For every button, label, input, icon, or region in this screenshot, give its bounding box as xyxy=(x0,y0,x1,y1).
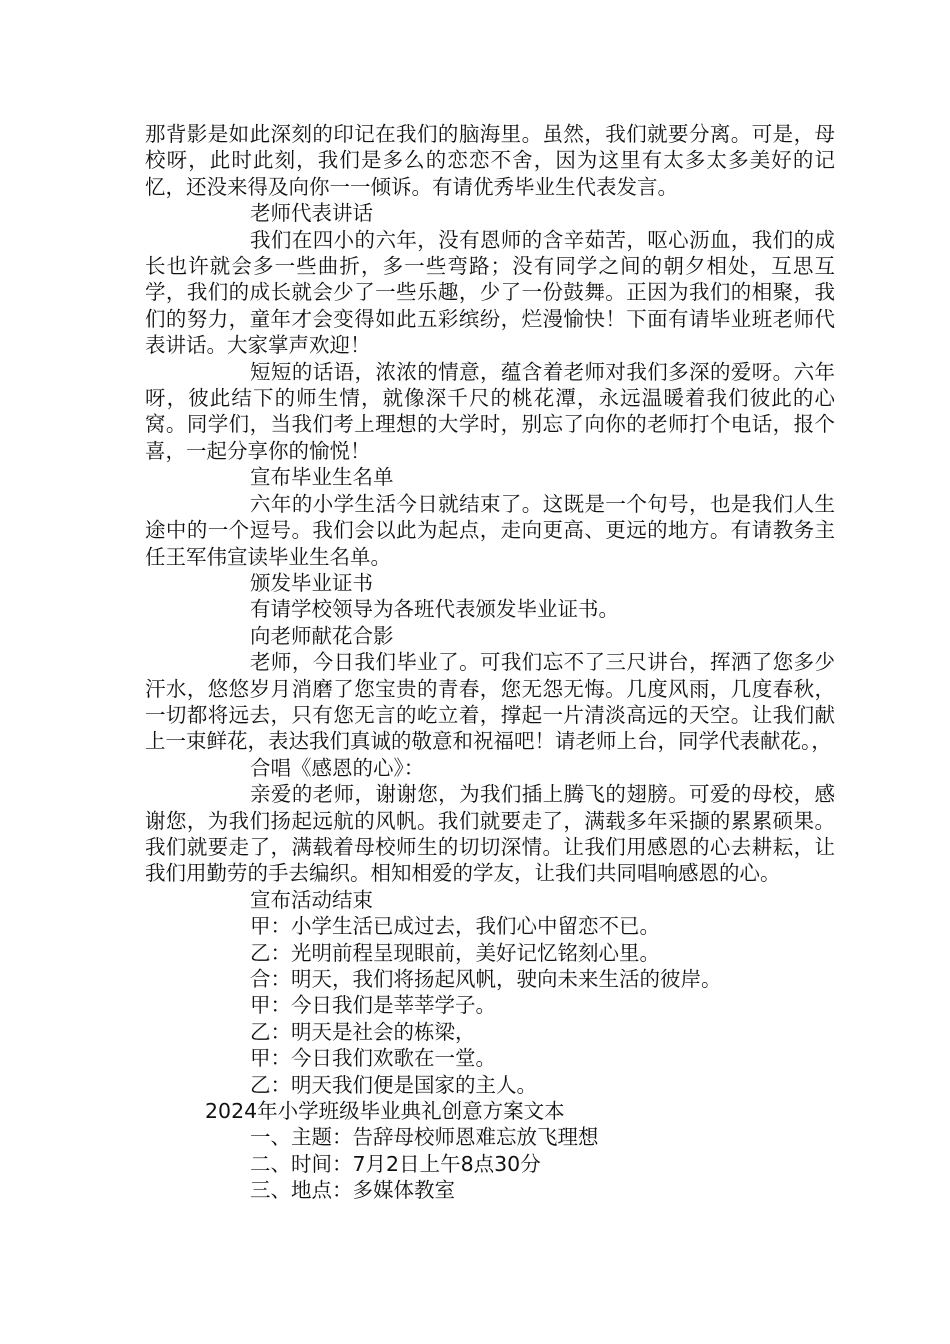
dialogue-line: 乙：明天我们便是国家的主人。 xyxy=(250,1072,537,1097)
body-paragraph: 那背影是如此深刻的印记在我们的脑海里。虽然，我们就要分离。可是，母校呀，此时此刻，我们是多么的恋恋不舍，因为这里有太多太多美好的记忆，还没来得及向你一一倾诉。有请优秀毕业生代表发言。 xyxy=(145,122,835,199)
body-paragraph: 亲爱的老师，谢谢您，为我们插上腾飞的翅膀。可爱的母校，感谢您，为我们扬起远航的风帆。我们就要走了，满载多年采撷的累累硕果。我们就要走了，满载着母校师生的切切深情。让我们用感恩的心去耕耘，让我们用勤劳的手去编织。相知相爱的学友，让我们共同唱响感恩的心。 xyxy=(145,782,835,886)
dialogue-line: 合：明天，我们将扬起风帆，驶向未来生活的彼岸。 xyxy=(250,967,722,991)
dialogue-line: 乙：光明前程呈现眼前，美好记忆铭刻心里。 xyxy=(250,940,660,965)
section-heading: 老师代表讲话 xyxy=(250,201,373,226)
section-heading: 宣布毕业生名单 xyxy=(250,465,394,490)
section-heading: 合唱《感恩的心》： xyxy=(250,755,425,780)
section-heading: 宣布活动结束 xyxy=(250,887,373,912)
section-heading: 颁发毕业证书 xyxy=(250,570,373,595)
dialogue-line: 甲：今日我们是莘莘学子。 xyxy=(250,993,496,1018)
dialogue-line: 甲：今日我们欢歌在一堂。 xyxy=(250,1046,496,1071)
document-body xyxy=(145,121,835,1204)
outline-item: 三、地点：多媒体教室 xyxy=(250,1178,455,1203)
body-paragraph: 短短的话语，浓浓的情意，蕴含着老师对我们多深的爱呀。六年呀，彼此结下的师生情，就像深千尺的桃花潭，永远温暖着我们彼此的心窝。同学们，当我们考上理想的大学时，别忘了向你的老师打个电话，报个喜，一起分享你的愉悦！ xyxy=(145,359,835,463)
body-paragraph: 老师，今日我们毕业了。可我们忘不了三尺讲台，挥洒了您多少汗水，悠悠岁月消磨了您宝贵的青春，您无怨无悔。几度风雨，几度春秋，一切都将远去，只有您无言的屹立着，撑起一片清淡高远的天空。让我们献上一束鲜花，表达我们真诚的敬意和祝福吧！请老师上台，同学代表献花。， xyxy=(145,650,835,754)
body-paragraph: 六年的小学生活今日就结束了。这既是一个句号，也是我们人生途中的一个逗号。我们会以此为起点，走向更高、更远的地方。有请教务主任王军伟宣读毕业生名单。 xyxy=(145,491,835,569)
document-title: 2024年小学班级毕业典礼创意方案文本 xyxy=(205,1099,565,1124)
outline-item: 一、主题：告辞母校师恩难忘放飞理想 xyxy=(250,1125,599,1150)
section-heading: 向老师献花合影 xyxy=(250,623,394,648)
body-paragraph: 我们在四小的六年，没有恩师的含辛茹苦，呕心沥血，我们的成长也许就会多一些曲折，多一些弯路；没有同学之间的朝夕相处，互思互学，我们的成长就会少了一些乐趣，少了一份鼓舞。正因为我们的相聚，我们的努力，童年才会变得如此五彩缤纷，烂漫愉快！下面有请毕业班老师代表讲话。大家掌声欢迎！ xyxy=(145,227,835,358)
dialogue-line: 乙：明天是社会的栋梁， xyxy=(250,1019,476,1044)
body-line: 有请学校领导为各班代表颁发毕业证书。 xyxy=(250,597,619,622)
outline-item: 二、时间：7月2日上午8点30分 xyxy=(250,1151,541,1176)
dialogue-line: 甲：小学生活已成过去，我们心中留恋不已。 xyxy=(250,914,660,939)
